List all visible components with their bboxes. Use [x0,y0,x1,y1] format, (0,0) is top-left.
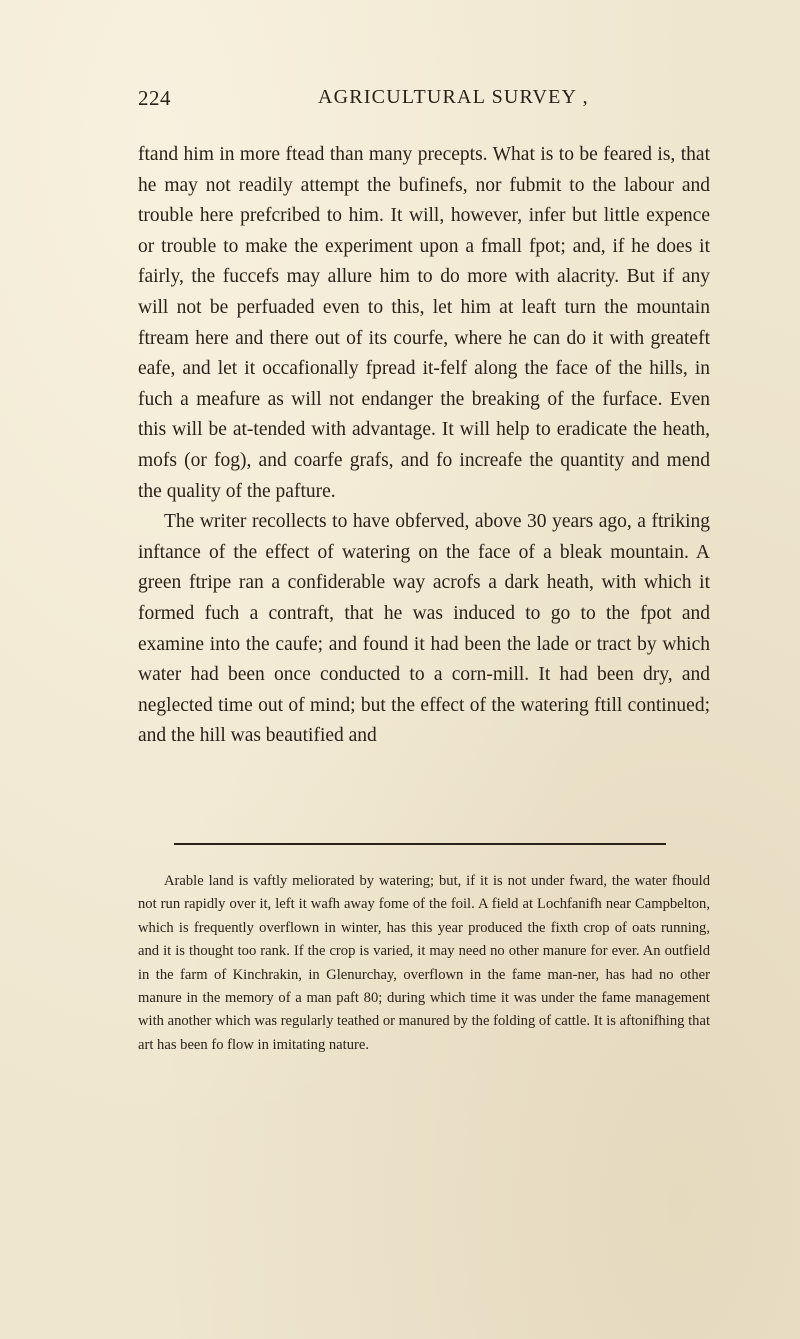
main-text [138,140,710,752]
footnote-divider [174,843,666,845]
page-number: 224 [138,86,171,110]
footnote: Arable land is vaftly meliorated by watering; but, if it is not under fward, the water fhould not run rapidly over it, left it wafh away fome of the foil. A field at Lochfanifh near Campbelton, which is frequently overflown in winter, has this year produced the fixth crop of oats running, and it is thought too rank. If the crop is varied, it may need no other manure for ever. An outfield in the farm of Kinchrakin, in Glenurchay, overflown in the fame man-ner, has had no other manure in the memory of a man paft 80; during which time it was under the fame management with another which was regularly teathed or manured by the folding of cattle. It is aftonifhing that art has been fo flow in imitating nature. [138,873,710,1053]
paragraph: The writer recollects to have obferved, above 30 years ago, a ftriking inftance of the effect of watering on the face of a bleak mountain. A green ftripe ran a confiderable way acrofs a dark heath, with which it formed fuch a contraft, that he was induced to go to the fpot and examine into the caufe; and found it had been the lade or tract by which water had been once conducted to a corn-mill. It had been dry, and neglected time out of mind; but the effect of the watering ftill continued; and the hill was beautified and [138,511,710,747]
running-title: AGRICULTURAL SURVEY , [318,86,589,108]
running-head [138,86,698,116]
paragraph: ftand him in more ftead than many precepts. What is to be feared is, that he may not readily attempt the bufinefs, nor fubmit to the labour and trouble here prefcribed to him. It will, however, infer but little expence or trouble to make the experiment upon a fmall fpot; and, if he does it fairly, the fuccefs may allure him to do more with alacrity. But if any will not be perfuaded even to this, let him at leaft turn the mountain ftream here and there out of its courfe, where he can do it with greateft eafe, and let it occafionally fpread it-felf along the face of the hills, in fuch a meafure as will not endanger the breaking of the furface. Even this will be at-tended with advantage. It will help to eradicate the heath, mofs (or fog), and coarfe grafs, and fo increafe the quantity and mend the quality of the pafture. [138,144,710,502]
